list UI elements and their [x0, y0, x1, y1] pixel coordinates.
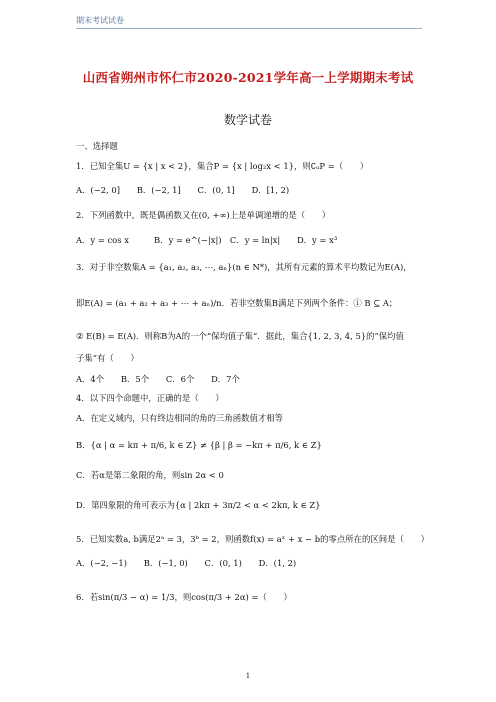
question-5: 5．已知实数a, b满足2ᵃ = 3，3ᵇ = 2，则函数f(x) = aˣ + x − b的零点所在的区间是（ ） [76, 534, 429, 544]
question-4-option-d: D．第四象限的角可表示为{α | 2kπ + 3π/2 < α < 2kπ, k ∈ Z} [76, 500, 321, 510]
header-label: 期末考试试卷 [76, 16, 124, 25]
question-4-option-c: C．若α是第二象限的角，则sin 2α < 0 [76, 470, 224, 480]
page-number: 1 [245, 672, 251, 680]
header-divider [76, 28, 422, 29]
question-1-options: A．(−2, 0] B．(−2, 1] C．(0, 1] D．[1, 2) [76, 185, 290, 195]
question-5-options: A．(−2, −1) B．(−1, 0) C．(0, 1) D．(1, 2) [76, 558, 297, 568]
question-4-option-b: B．{α | α = kπ + π/6, k ∈ Z} ≠ {β | β = −kπ + π/6, k ∈ Z} [76, 440, 322, 450]
document-subtitle: 数学试卷 [223, 113, 272, 127]
question-4-option-a: A．在定义域内，只有终边相同的角的三角函数值才相等 [76, 413, 284, 423]
question-4: 4．以下四个命题中，正确的是（ ） [76, 393, 224, 403]
question-2: 2．下列函数中，既是偶函数又在(0, +∞)上是单调递增的是（ ） [76, 210, 331, 220]
question-3-line-3: ② E(B) = E(A)．则称B为A的一个“保均值子集”．据此，集合{1, 2, 3, 4, 5}的“保均值 [76, 331, 404, 341]
document-title: 山西省朔州市怀仁市2020-2021学年高一上学期期末考试 [82, 70, 414, 85]
question-3-line-2: 即E(A) = (a₁ + a₂ + a₃ + ⋯ + aₙ)/n．若非空数集B满足下列两个条件：① B ⊆ A； [76, 298, 398, 308]
question-3: 3．对于非空数集A = {a₁, a₂, a₃, ⋯, aₙ}(n ∈ N*)，其所有元素的算术平均数记为E(A)， [76, 262, 412, 272]
question-6: 6．若sin(π/3 − α) = 1/3，则cos(π/3 + 2α) =（ ） [76, 592, 292, 602]
question-1: 1．已知全集U = {x | x < 2}，集合P = {x | log₂x < 1}，则∁ᵤP =（ ） [76, 161, 369, 171]
section-heading: 一、选择题 [76, 141, 118, 151]
question-3-options: A．4个 B．5个 C．6个 D．7个 [76, 374, 240, 384]
question-3-line-4: 子集”有（ ） [76, 353, 139, 363]
question-2-options: A．y = cos x B．y = e^(−|x|) C．y = ln|x| D．y = x³ [76, 235, 338, 245]
